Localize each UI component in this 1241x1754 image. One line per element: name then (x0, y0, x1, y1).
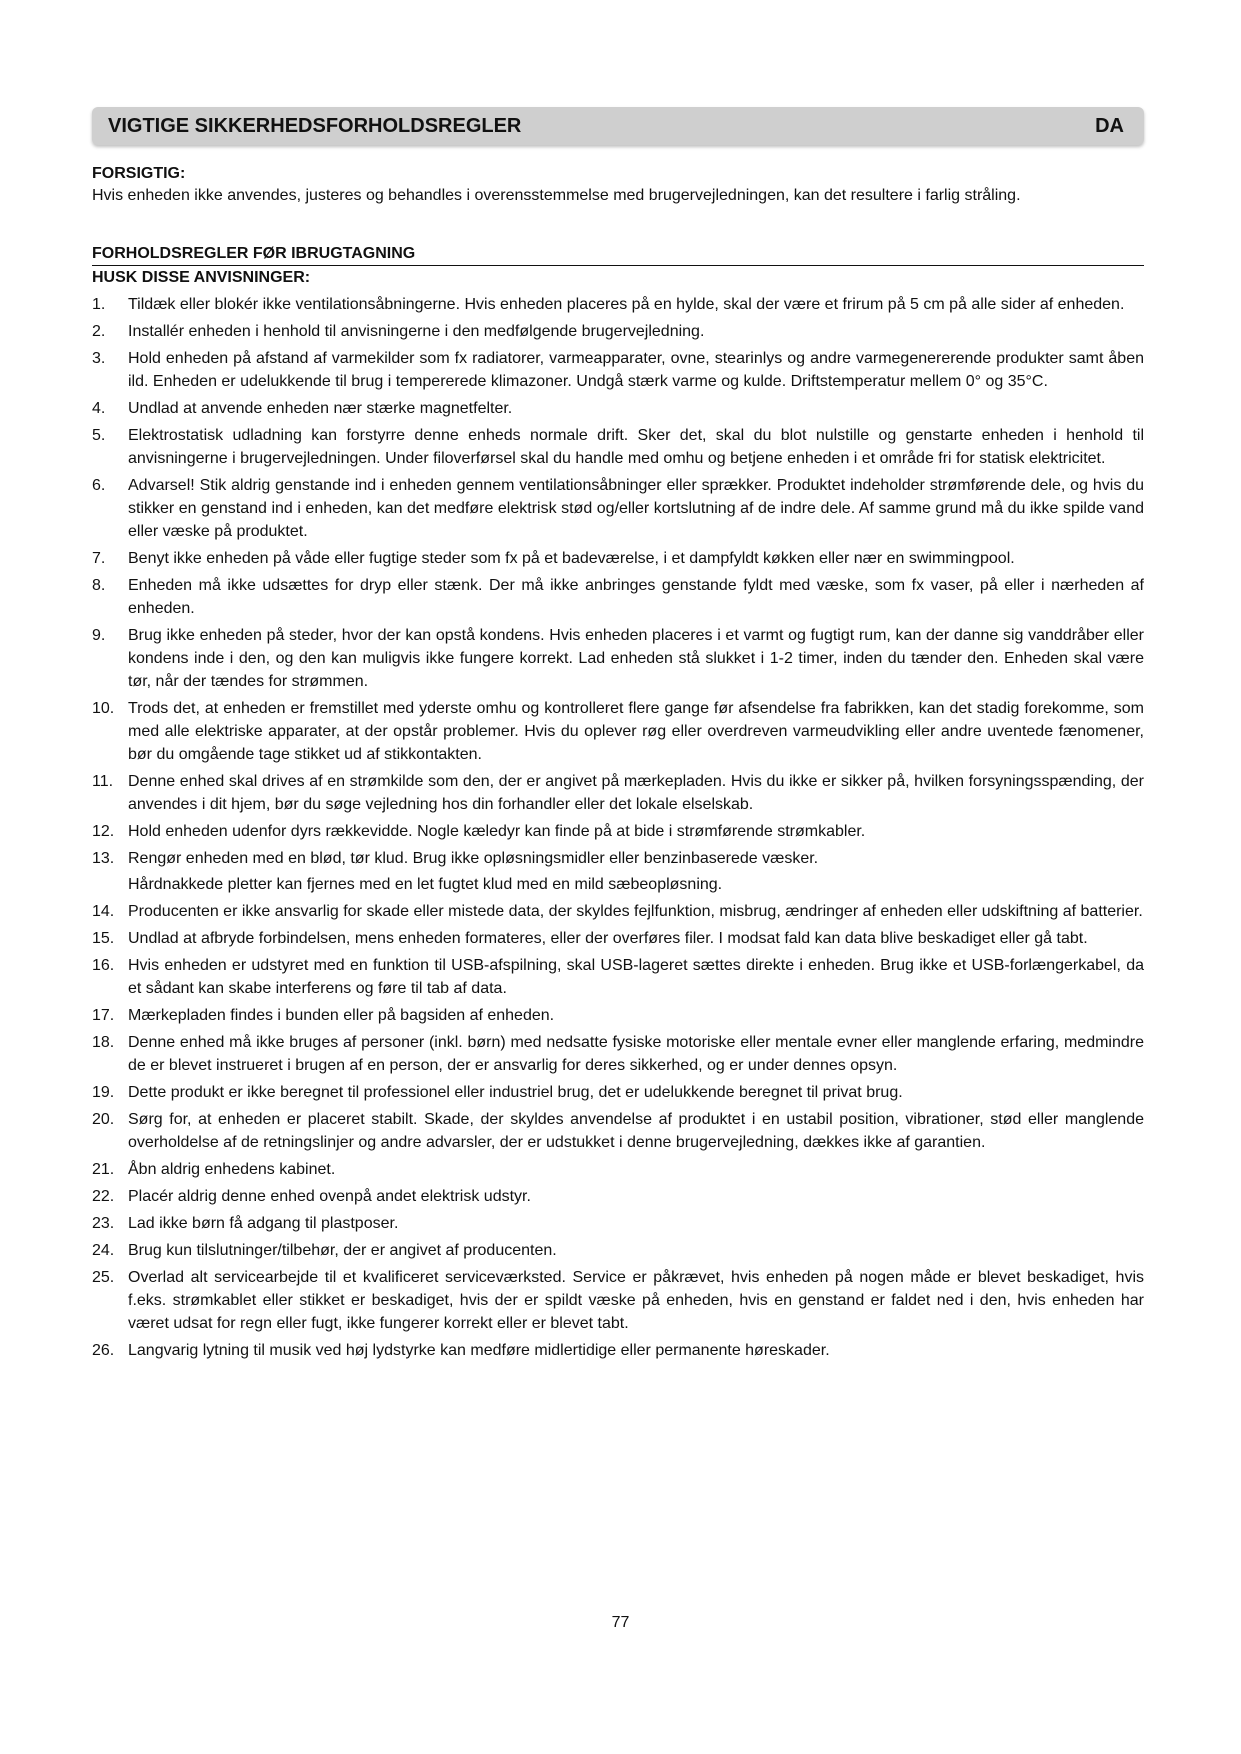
list-item-number: 5. (92, 427, 106, 444)
list-item (92, 770, 1144, 816)
list-item-number: 16. (92, 957, 115, 974)
list-item-text: Denne enhed må ikke bruges af personer (inkl. børn) med nedsatte fysiske motoriske eller mentale evner eller manglende erfaring, medmindre de er blevet instrueret i brugen af en person, der er ansvarlig for deres sikkerhed, og er under dennes opsyn. (128, 1034, 1144, 1074)
list-item-text: Åbn aldrig enhedens kabinet. (128, 1161, 336, 1178)
language-code: DA (1095, 114, 1124, 137)
list-item-text: Tildæk eller blokér ikke ventilationsåbningerne. Hvis enheden placeres på en hylde, skal der være et frirum på 5 cm på alle sider af enheden. (128, 296, 1125, 313)
list-item-number: 1. (92, 296, 106, 313)
list-item-number: 22. (92, 1188, 115, 1205)
list-item-number: 8. (92, 577, 106, 594)
list-item (92, 474, 1144, 543)
list-item-number: 9. (92, 627, 106, 644)
list-item-text: Hvis enheden er udstyret med en funktion til USB-afspilning, skal USB-lageret sættes direkte i enheden. Brug ikke et USB-forlængerkabel, da et sådant kan skabe interferens og føre til tab af data. (128, 957, 1144, 997)
section-header-bar (92, 107, 1144, 145)
list-item (92, 1239, 1144, 1262)
list-item-number: 25. (92, 1269, 115, 1286)
list-item-number: 12. (92, 823, 115, 840)
list-item (92, 1108, 1144, 1154)
section-subheading: HUSK DISSE ANVISNINGER: (92, 269, 311, 286)
list-item (92, 1266, 1144, 1335)
list-item-text: Mærkepladen findes i bunden eller på bagsiden af enheden. (128, 1007, 555, 1024)
list-item-number: 2. (92, 323, 106, 340)
list-item-text: Trods det, at enheden er fremstillet med yderste omhu og kontrolleret flere gange før afsendelse fra fabrikken, kan det stadig forekomme, som med alle elektriske apparater, at der opstår problemer. Hvis du oplever røg eller overdreven varmeudvikling eller andre uventede fænomener, bør du omgående tage stikket ud af stikkontakten. (128, 700, 1144, 763)
list-item-text: Hold enheden på afstand af varmekilder som fx radiatorer, varmeapparater, ovne, stearinlys og andre varmegenererende produkter samt åben ild. Enheden er udelukkende til brug i tempererede klimazoner. Undgå stærk varme og kulde. Driftstemperatur mellem 0° og 35°C. (128, 350, 1144, 390)
list-item-number: 24. (92, 1242, 115, 1259)
list-item (92, 1081, 1144, 1104)
list-item-number: 4. (92, 400, 106, 417)
list-item-number: 7. (92, 550, 106, 567)
list-item-text: Undlad at anvende enheden nær stærke magnetfelter. (128, 400, 513, 417)
list-item-text: Undlad at afbryde forbindelsen, mens enheden formateres, eller der overføres filer. I modsat fald kan data blive beskadiget eller gå tabt. (128, 930, 1088, 947)
list-item-number: 20. (92, 1111, 115, 1128)
list-item-number: 26. (92, 1342, 115, 1359)
list-item-number: 21. (92, 1161, 115, 1178)
list-item-text: Langvarig lytning til musik ved høj lydstyrke kan medføre midlertidige eller permanente høreskader. (128, 1342, 830, 1359)
list-item-text: Lad ikke børn få adgang til plastposer. (128, 1215, 399, 1232)
list-item-text: Installér enheden i henhold til anvisningerne i den medfølgende brugervejledning. (128, 323, 705, 340)
caution-heading: FORSIGTIG: (92, 165, 186, 182)
list-item-number: 19. (92, 1084, 115, 1101)
list-item-number: 10. (92, 700, 115, 717)
page-number: 77 (611, 1614, 630, 1631)
list-item-number: 15. (92, 930, 115, 947)
list-item-text: Dette produkt er ikke beregnet til professionel eller industriel brug, det er udelukkende beregnet til privat brug. (128, 1084, 903, 1101)
safety-instructions-list (92, 293, 1144, 1362)
list-item-number: 17. (92, 1007, 115, 1024)
list-item (92, 1212, 1144, 1235)
list-item-text: Hold enheden udenfor dyrs rækkevidde. Nogle kæledyr kan finde på at bide i strømførende strømkabler. (128, 823, 866, 840)
list-item-number: 18. (92, 1034, 115, 1051)
list-item-text: Elektrostatisk udladning kan forstyrre denne enheds normale drift. Sker det, skal du blot nulstille og genstarte enheden i henhold til anvisningerne i brugervejledningen. Under filoverførsel skal du handle med omhu og betjene enheden i et område fri for statisk elektricitet. (128, 427, 1144, 467)
list-item (92, 697, 1144, 766)
list-item-number: 11. (92, 773, 114, 790)
list-item (92, 1158, 1144, 1181)
list-item (92, 547, 1144, 570)
list-item (92, 927, 1144, 950)
list-item-text: Rengør enheden med en blød, tør klud. Brug ikke opløsningsmidler eller benzinbaserede væsker. (128, 850, 819, 867)
list-item-text: Advarsel! Stik aldrig genstande ind i enheden gennem ventilationsåbninger eller sprækker. Produktet indeholder strømførende dele, og hvis du stikker en genstand ind i enheden, kan det medføre elektrisk stød og/eller kortslutning af de indre dele. Af samme grund må du ikke spilde vand eller væske på produktet. (128, 477, 1144, 540)
list-item-number: 23. (92, 1215, 115, 1232)
list-item-text: Overlad alt servicearbejde til et kvalificeret serviceværksted. Service er påkrævet, hvis enheden på nogen måde er blevet beskadiget, hvis f.eks. strømkablet eller stikket er beskadiget, hvis der er spildt væske på enheden, hvis en genstand er faldet ned i den, hvis enheden har været udsat for regn eller fugt, ikke fungerer korrekt eller er blevet tabt. (128, 1269, 1144, 1332)
list-item-text: Enheden må ikke udsættes for dryp eller stænk. Der må ikke anbringes genstande fyldt med væske, som fx vaser, på eller i nærheden af enheden. (128, 577, 1144, 617)
list-item-continuation: Hårdnakkede pletter kan fjernes med en let fugtet klud med en mild sæbeopløsning. (128, 876, 723, 893)
list-item (92, 1004, 1144, 1027)
list-item-number: 3. (92, 350, 106, 367)
list-item (92, 397, 1144, 420)
list-item (92, 954, 1144, 1000)
list-item-number: 14. (92, 903, 115, 920)
list-item (92, 424, 1144, 470)
section-divider (92, 265, 1144, 266)
list-item (92, 347, 1144, 393)
header-title: VIGTIGE SIKKERHEDSFORHOLDSREGLER (108, 114, 522, 137)
list-item (92, 900, 1144, 923)
list-item-text: Brug ikke enheden på steder, hvor der kan opstå kondens. Hvis enheden placeres i et varmt og fugtigt rum, kan der danne sig vanddråber eller kondens inde i den, og den kan muligvis ikke fungere korrekt. Lad enheden stå slukket i 1-2 timer, inden du tænder den. Enheden skal være tør, når der tændes for strømmen. (128, 627, 1144, 690)
list-item-number: 13. (92, 850, 115, 867)
list-item-text: Denne enhed skal drives af en strømkilde som den, der er angivet på mærkepladen. Hvis du ikke er sikker på, hvilken forsyningsspænding, der anvendes i dit hjem, bør du søge vejledning hos din forhandler eller det lokale elselskab. (128, 773, 1144, 813)
list-item-text: Placér aldrig denne enhed ovenpå andet elektrisk udstyr. (128, 1188, 531, 1205)
list-item (92, 1185, 1144, 1208)
list-item (92, 293, 1144, 316)
section-heading: FORHOLDSREGLER FØR IBRUGTAGNING (92, 245, 416, 262)
list-item-text: Sørg for, at enheden er placeret stabilt. Skade, der skyldes anvendelse af produktet i en ustabil position, vibrationer, stød eller manglende overholdelse af de retningslinjer og andre advarsler, der er udstukket i denne brugervejledning, dækkes ikke af garantien. (128, 1111, 1144, 1151)
list-item (92, 320, 1144, 343)
caution-text: Hvis enheden ikke anvendes, justeres og behandles i overensstemmelse med brugervejledningen, kan det resultere i farlig stråling. (92, 187, 1021, 204)
list-item-text: Benyt ikke enheden på våde eller fugtige steder som fx på et badeværelse, i et dampfyldt køkken eller nær en swimmingpool. (128, 550, 1015, 567)
list-item-number: 6. (92, 477, 106, 494)
list-item (92, 624, 1144, 693)
list-item (92, 820, 1144, 843)
list-item (92, 847, 1144, 870)
list-item (92, 1339, 1144, 1362)
list-item-text: Brug kun tilslutninger/tilbehør, der er angivet af producenten. (128, 1242, 557, 1259)
list-item-text: Producenten er ikke ansvarlig for skade eller mistede data, der skyldes fejlfunktion, misbrug, ændringer af enheden eller udskiftning af batterier. (128, 903, 1143, 920)
list-item (92, 1031, 1144, 1077)
main-content (92, 163, 1144, 1366)
list-item (92, 574, 1144, 620)
